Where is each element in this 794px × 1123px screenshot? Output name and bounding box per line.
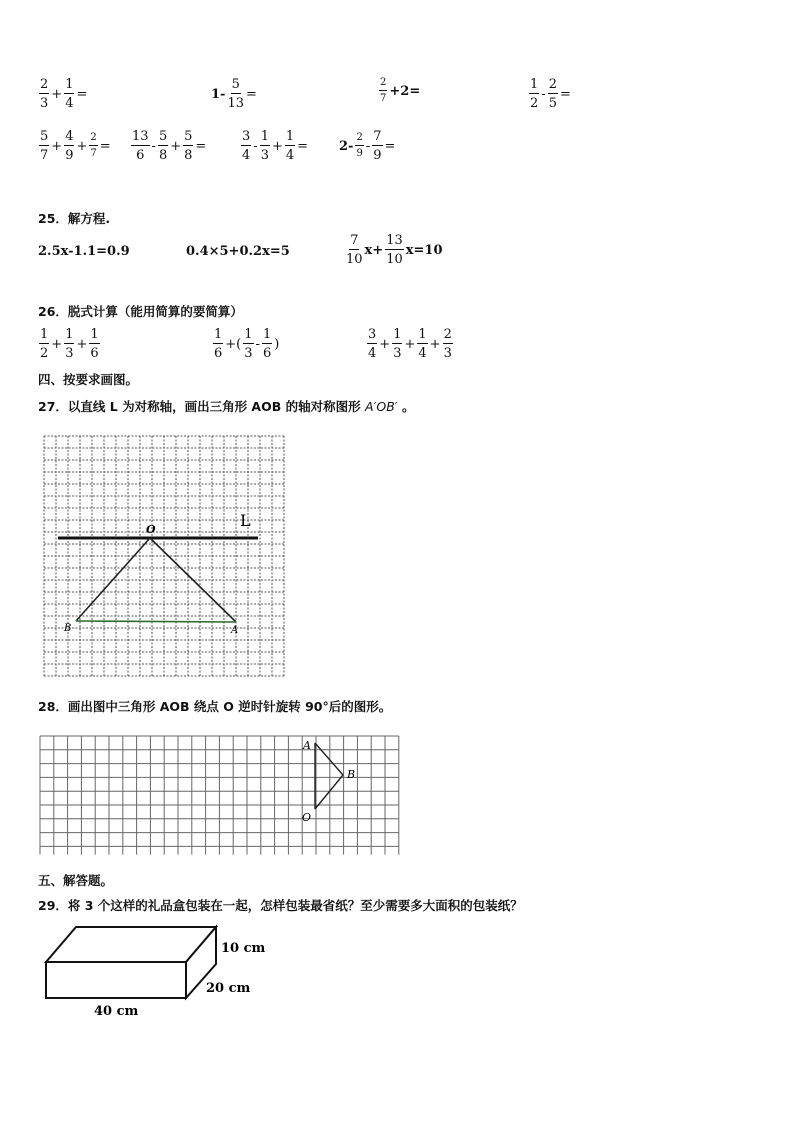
operator: +	[51, 138, 63, 154]
denominator: 10	[386, 252, 403, 267]
numerator: 5	[158, 129, 168, 144]
denominator: 7	[40, 148, 49, 163]
operator: +	[76, 336, 88, 352]
denominator: 2	[40, 346, 49, 361]
section-5-heading: 五、解答题。	[38, 873, 114, 888]
q25-title: 25．解方程.	[38, 211, 111, 226]
fraction	[385, 234, 404, 266]
denominator: 10	[346, 252, 363, 267]
denominator: 6	[214, 346, 223, 361]
numerator: 2	[89, 133, 97, 146]
denominator: 4	[418, 346, 427, 361]
q28-title: 28．画出图中三角形 AOB 绕点 O 逆时针旋转 90°后的图形。	[38, 699, 392, 714]
label-length: 40 cm	[94, 1004, 139, 1019]
numerator: 7	[373, 129, 382, 144]
fraction	[355, 133, 363, 159]
numerator: 2	[548, 77, 557, 92]
denominator: 3	[443, 346, 452, 361]
operator: +	[51, 336, 63, 352]
fraction	[443, 328, 453, 360]
q26-expr-3	[366, 328, 454, 360]
q27-title-text: 27．以直线 L 为对称轴，画出三角形 AOB 的轴对称图形	[38, 399, 361, 414]
numerator: 2	[40, 77, 49, 92]
expr-1-1	[38, 78, 88, 110]
numerator: 1	[244, 327, 253, 342]
denominator: 4	[285, 148, 295, 163]
q26-title: 26．脱式计算（能用简算的要简算）	[38, 304, 243, 319]
operator: -	[365, 138, 371, 154]
label-height: 10 cm	[221, 941, 266, 956]
operator: x=10	[405, 242, 443, 258]
numerator: 1	[65, 327, 74, 342]
denominator: 9	[356, 148, 363, 159]
operator: =	[297, 138, 309, 154]
operator: +	[170, 138, 182, 154]
denominator: 9	[65, 148, 74, 163]
operator: +	[51, 86, 63, 102]
fraction	[548, 78, 558, 110]
fraction	[213, 328, 223, 360]
operator: +	[404, 336, 416, 352]
numerator: 2	[443, 327, 452, 342]
q25-equation-1: 2.5x-1.1=0.9	[38, 244, 130, 259]
q26-expr-1	[38, 328, 101, 360]
denominator: 13	[227, 96, 244, 111]
operator: )	[274, 336, 280, 352]
numerator: 13	[132, 129, 149, 144]
numerator: 1	[285, 129, 295, 144]
operator: +	[429, 336, 441, 352]
numerator: 4	[65, 129, 74, 144]
denominator: 2	[530, 96, 539, 111]
label-B: B	[64, 623, 72, 634]
numerator: 1	[90, 327, 99, 342]
denominator: 3	[260, 148, 269, 163]
operator: +	[379, 336, 391, 352]
fraction	[372, 130, 382, 162]
expr-2-1	[38, 130, 112, 162]
fraction	[285, 130, 295, 162]
expr-1-2	[210, 78, 258, 110]
denominator: 8	[184, 148, 193, 163]
fraction	[158, 130, 168, 162]
numerator: 1	[40, 327, 49, 342]
numerator: 1	[262, 327, 272, 342]
expr-1-4	[528, 78, 572, 110]
fraction	[64, 328, 74, 360]
denominator: 4	[368, 346, 377, 361]
denominator: 8	[158, 148, 168, 163]
q27-grid	[44, 436, 284, 676]
operator: 2-	[339, 138, 354, 154]
operator: +	[271, 138, 283, 154]
denominator: 6	[136, 148, 145, 163]
operator: -	[253, 138, 258, 154]
segment-BA	[76, 621, 236, 622]
numerator: 1	[418, 327, 427, 342]
label-A: A	[231, 625, 239, 636]
operator: -	[151, 138, 156, 154]
fraction	[262, 328, 272, 360]
label-L: L	[240, 511, 251, 530]
numerator: 1	[530, 77, 539, 92]
denominator: 3	[65, 346, 74, 361]
q25-equation-2: 0.4×5+0.2x=5	[186, 244, 290, 259]
q28-grid-figure	[38, 734, 404, 856]
q28-grid	[40, 736, 399, 855]
fraction	[417, 328, 427, 360]
fraction	[89, 133, 97, 159]
numerator: 1	[65, 77, 74, 92]
operator: =	[76, 86, 88, 102]
denominator: 7	[90, 148, 97, 159]
fraction	[529, 78, 539, 110]
q26-expr-2	[212, 328, 280, 360]
numerator: 3	[242, 129, 251, 144]
numerator: 5	[184, 129, 193, 144]
fraction	[260, 130, 270, 162]
fraction	[367, 328, 377, 360]
fraction	[241, 130, 251, 162]
denominator: 6	[262, 346, 272, 361]
denominator: 4	[242, 148, 251, 163]
operator: =	[384, 138, 396, 154]
fraction	[39, 130, 49, 162]
operator: =	[246, 86, 257, 102]
fraction	[346, 234, 363, 266]
numerator: 5	[40, 129, 49, 144]
operator: -	[255, 336, 260, 352]
denominator: 3	[244, 346, 253, 361]
denominator: 6	[90, 346, 99, 361]
fraction	[131, 130, 150, 162]
numerator: 1	[260, 129, 269, 144]
expr-2-3	[240, 130, 309, 162]
fraction	[183, 130, 193, 162]
fraction	[243, 328, 253, 360]
operator: =	[195, 138, 207, 154]
q27-title-math: A′OB′	[364, 399, 398, 414]
fraction	[64, 78, 74, 110]
segment-AB	[315, 743, 343, 775]
label-O: O	[146, 523, 156, 536]
gift-box-figure	[40, 924, 280, 1024]
denominator: 3	[393, 346, 402, 361]
fraction	[64, 130, 74, 162]
denominator: 5	[548, 96, 557, 111]
operator: x+	[364, 242, 384, 258]
operator: 1-	[211, 86, 226, 102]
fraction	[89, 328, 99, 360]
expr-2-4	[338, 130, 396, 162]
q25-equation-3	[345, 234, 443, 266]
label-B: B	[347, 768, 356, 781]
numerator: 2	[355, 133, 363, 146]
fraction	[227, 78, 244, 110]
operator: +	[76, 138, 88, 154]
denominator: 7	[380, 93, 387, 104]
numerator: 5	[231, 77, 240, 92]
numerator: 1	[214, 327, 223, 342]
fraction	[392, 328, 402, 360]
numerator: 3	[368, 327, 377, 342]
label-A: A	[303, 739, 311, 752]
segment-BO	[315, 775, 343, 809]
label-O: O	[302, 811, 312, 824]
operator: +2=	[389, 83, 421, 99]
q27-title	[38, 397, 415, 415]
numerator: 13	[386, 233, 403, 248]
operator: -	[541, 86, 546, 102]
numerator: 2	[379, 78, 387, 91]
section-4-heading: 四、按要求画图。	[38, 372, 139, 387]
operator: =	[559, 86, 571, 102]
expr-1-3	[378, 78, 421, 104]
expr-2-2	[130, 130, 207, 162]
fraction	[39, 78, 49, 110]
denominator: 9	[373, 148, 382, 163]
numerator: 1	[393, 327, 402, 342]
operator: +(	[225, 336, 242, 352]
denominator: 3	[40, 96, 49, 111]
label-depth: 20 cm	[206, 981, 251, 996]
fraction	[379, 78, 387, 104]
q27-grid-figure	[40, 432, 292, 678]
q27-title-end: 。	[401, 399, 415, 414]
box-front-face	[46, 962, 186, 998]
fraction	[39, 328, 49, 360]
q29-title: 29．将 3 个这样的礼品盒包装在一起，怎样包装最省纸？至少需要多大面积的包装纸？	[38, 898, 523, 913]
operator: =	[99, 138, 111, 154]
denominator: 4	[65, 96, 74, 111]
numerator: 7	[350, 233, 359, 248]
